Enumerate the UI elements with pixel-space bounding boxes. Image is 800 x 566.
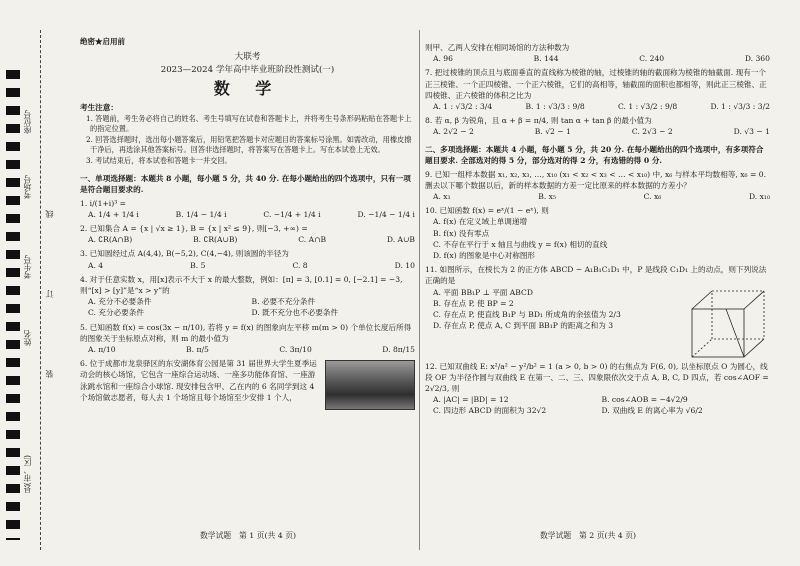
option[interactable]: D. 双曲线 E 的离心率为 √6/2 xyxy=(601,406,703,416)
exam-room-label: 考场号 xyxy=(23,175,32,199)
option[interactable]: D. A∪B xyxy=(386,235,415,245)
option[interactable]: B. 存在点 P, 使 BP = 2 xyxy=(433,298,514,308)
option[interactable]: C. 存在点 P, 使直线 B₁P 与 BD₁ 所成角的余弦值为 2/3 xyxy=(433,310,621,320)
question-options xyxy=(425,191,770,202)
option[interactable]: C. 240 xyxy=(639,54,665,64)
option[interactable]: C. A∩B xyxy=(298,235,327,245)
option[interactable]: D. 1 : √3/3 : 3/2 xyxy=(710,102,770,112)
question-options xyxy=(80,344,415,355)
question-options xyxy=(425,101,770,112)
option[interactable]: C. 不存在平行于 x 轴且与曲线 y = f(x) 相切的直线 xyxy=(433,239,608,249)
option[interactable]: C. 8 xyxy=(292,260,308,270)
question-9 xyxy=(425,169,770,203)
option[interactable]: B. ∁R(A∪B) xyxy=(193,235,238,245)
question-options xyxy=(80,234,415,245)
option[interactable]: D. 10 xyxy=(394,260,415,270)
option[interactable]: B. √2 − 1 xyxy=(534,127,571,137)
cut-mark-pack: 装 xyxy=(45,370,54,378)
option[interactable]: A. 4 xyxy=(88,260,104,270)
note-item: 3. 考试结束后，将本试卷和答题卡一并交回。 xyxy=(86,155,232,165)
option[interactable]: C. 1 : √3/2 : 9/8 xyxy=(617,102,678,112)
option[interactable]: B. 144 xyxy=(533,54,559,64)
question-stem: 9. 已知一组样本数据 x₁, x₂, x₃, …, x₁₀ (x₁ < x₂ < x₃ < … < x₁₀) 中, x₆ 与样本平均数相等, x₆ = 0. 删去以下哪个数据以后，新的样本数据的方差一定比原来的样本数据的方差小？ xyxy=(425,169,767,190)
option[interactable]: C. 充分必要条件 xyxy=(88,308,144,318)
cut-mark-line: 线 xyxy=(45,210,54,218)
option[interactable]: A. π/10 xyxy=(88,345,116,355)
question-1 xyxy=(80,198,415,220)
page-1-footer: 数学试题 第 1 页(共 4 页) xyxy=(200,531,297,540)
option[interactable]: C. x₆ xyxy=(643,192,662,202)
name-label: 姓名 xyxy=(23,330,32,346)
option[interactable]: A. 充分不必要条件 xyxy=(88,297,152,307)
page-1-column xyxy=(80,36,415,410)
note-item: 2. 回答选择题时，选出每小题答案后，用铅笔把答题卡对应题目的答案标号涂黑。如需改动，用橡皮擦干净后，再选涂其他答案标号。回答非选择题时，将答案写在答题卡上。写在本试卷上无效。 xyxy=(86,134,412,155)
question-stem: 4. 对于任意实数 x，用[x]表示不大于 x 的最大整数，例如：[π] = 3, [0.1] = 0, [−2.1] = −3, 则“[x] > [y]”是“x > y”的 xyxy=(80,274,403,295)
barcode-bars xyxy=(6,70,20,540)
exam-org: 大联考 xyxy=(234,52,261,63)
option[interactable]: A. 96 xyxy=(433,54,453,64)
option[interactable]: B. f(x) 没有零点 xyxy=(433,228,490,238)
question-stem: 12. 已知双曲线 E: x²/a² − y²/b² = 1 (a > 0, b > 0) 的右焦点为 F(6, 0), 以坐标原点 O 为圆心，线段 OF 为半径作圆与双曲线 E 在第一、二、三、四象限依次交于点 A, B, C, D 四点，若 cos∠AOF = 2√2/3, 则 xyxy=(425,361,769,394)
question-options xyxy=(80,209,415,220)
question-8 xyxy=(425,115,770,137)
section-multiple-choice: 二、多项选择题：本题共 4 小题，每小题 5 分，共 20 分. 在每小题给出的四个选项中，有多项符合题目要求. 全部选对的得 5 分，部分选对的得 2 分，有选错的得 0 分. xyxy=(425,144,764,165)
question-stem: 1. i/(1+i)³ = xyxy=(80,198,127,208)
option[interactable]: B. 1/4 − 1/4 i xyxy=(175,209,227,219)
question-stem: 3. 已知圆经过点 A(4,4), B(−5,2), C(4,−4), 则该圆的半径为 xyxy=(80,249,289,259)
option[interactable]: C. 3π/10 xyxy=(279,345,312,355)
question-stem: 2. 已知集合 A = {x | √x ≥ 1}, B = {x | x² ≤ 9}, 则[−3, +∞) = xyxy=(80,223,308,233)
question-11 xyxy=(425,264,770,331)
cut-mark-bind: 订 xyxy=(45,290,54,298)
option[interactable]: D. √3 − 1 xyxy=(733,127,770,137)
question-options xyxy=(425,126,770,137)
option[interactable]: A. 1 : √3/2 : 3/4 xyxy=(433,102,493,112)
notes-heading: 考生注意： xyxy=(80,103,118,113)
question-4 xyxy=(80,274,415,319)
option[interactable]: A. 2√2 − 2 xyxy=(433,127,474,137)
question-6-continued: 则甲、乙两人安排在相同场馆的方法种数为 xyxy=(425,43,570,52)
option[interactable]: B. π/5 xyxy=(186,345,209,355)
option[interactable]: D. x₁₀ xyxy=(748,192,770,202)
option[interactable]: D. 8π/15 xyxy=(382,345,415,355)
option[interactable]: A. f(x) 在定义域上单调递增 xyxy=(433,217,528,227)
question-stem: 10. 已知函数 f(x) = eˣ/(1 − eˣ), 则 xyxy=(425,206,549,216)
option[interactable]: A. 平面 BB₁P ⊥ 平面 ABCD xyxy=(433,287,533,297)
column-divider xyxy=(419,30,420,550)
option[interactable]: B. 5 xyxy=(190,260,206,270)
option[interactable]: C. 四边形 ABCD 的面积为 32√2 xyxy=(433,406,547,416)
option[interactable]: C. 2√3 − 2 xyxy=(631,127,673,137)
question-2 xyxy=(80,223,415,245)
question-stem: 11. 如图所示，在棱长为 2 的正方体 ABCD − A₁B₁C₁D₁ 中，P 是线段 C₁D₁ 上的动点，则下列说法正确的是 xyxy=(425,265,767,286)
option[interactable]: A. ∁R(A∩B) xyxy=(88,235,133,245)
cube-figure xyxy=(686,287,770,361)
option[interactable]: B. x₅ xyxy=(538,192,557,202)
option[interactable]: A. |AC| = |BD| = 12 xyxy=(433,395,509,405)
subject-title: 数 学 xyxy=(213,79,282,99)
question-options xyxy=(80,296,415,318)
option[interactable]: D. 既不充分也不必要条件 xyxy=(251,308,339,318)
question-5 xyxy=(80,322,415,356)
student-no-label: 考生号 xyxy=(23,255,32,279)
question-stem: 7. 把过棱锥的顶点且与底面垂直的直线称为棱锥的轴，过棱锥的轴的截面称为棱锥的轴截面. 现有一个正三棱锥、一个正四棱锥、一个正六棱锥，它们的高相等，轴截面的面积也都相等，则此正三棱锥、正四棱锥、正六棱锥的体积之比为 xyxy=(425,68,767,100)
binding-strip xyxy=(0,0,58,566)
question-10 xyxy=(425,205,770,261)
option[interactable]: B. 必要不充分条件 xyxy=(251,297,316,307)
exam-title: 2023—2024 学年高中毕业班阶段性测试(一) xyxy=(160,65,335,76)
option[interactable]: D. f(x) 的图象是中心对称图形 xyxy=(433,251,536,261)
note-item: 1. 答题前，考生务必将自己的姓名、考生号填写在试卷和答题卡上，并将考生号条形码粘贴在答题卡上的指定位置。 xyxy=(86,113,412,134)
confidential-mark: 绝密★启用前 xyxy=(80,37,125,46)
question-options xyxy=(80,260,415,271)
option[interactable]: B. cos∠AOB = −4√2/9 xyxy=(601,395,688,405)
question-6 xyxy=(80,358,415,403)
option[interactable]: C. −1/4 + 1/4 i xyxy=(263,209,321,219)
page-2-column xyxy=(425,42,770,417)
option[interactable]: A. 1/4 + 1/4 i xyxy=(88,209,139,219)
option[interactable]: A. x₁ xyxy=(433,192,451,202)
question-3 xyxy=(80,248,415,270)
county-label: 县(市、区) xyxy=(23,455,32,494)
question-options xyxy=(425,53,770,64)
question-12 xyxy=(425,361,770,417)
question-stem: 5. 已知函数 f(x) = cos(3x − π/10), 若将 y = f(x) 的图象向左平移 m(m > 0) 个单位长度后所得的图象关于坐标原点对称，则 m 的最小值为 xyxy=(80,322,412,343)
question-stem: 8. 若 α, β 为锐角，且 α + β = π/4, 则 tan α + tan β 的最小值为 xyxy=(425,116,652,126)
question-stem: 6. 位于成都市龙泉驿区的东安湖体育公园是第 31 届世界大学生夏季运动会的核心场馆，它包含一座综合运动场、一座多功能体育馆、一座游泳跳水馆和一座综合小球馆. 现安排包含甲、乙在内的 6 名同学到这 4 个场馆做志愿者，每人去 1 个场馆且每个场馆至少安排 1 个人， xyxy=(80,359,317,402)
question-7 xyxy=(425,67,770,112)
seat-label: 座位号 xyxy=(23,110,32,134)
stadium-photo xyxy=(325,360,415,410)
option[interactable]: D. 存在点 P, 使点 A, C 到平面 BB₁P 的距离之和为 3 xyxy=(433,321,614,331)
cut-line xyxy=(40,30,41,550)
section-single-choice: 一、单项选择题：本题共 8 小题，每小题 5 分，共 40 分. 在每小题给出的四个选项中，只有一项是符合题目要求的. xyxy=(80,173,411,194)
option[interactable]: D. −1/4 − 1/4 i xyxy=(357,209,415,219)
page-2-footer: 数学试题 第 2 页(共 4 页) xyxy=(540,531,637,540)
option[interactable]: D. 360 xyxy=(744,54,770,64)
option[interactable]: B. 1 : √3/3 : 9/8 xyxy=(525,102,585,112)
question-options xyxy=(425,394,770,416)
